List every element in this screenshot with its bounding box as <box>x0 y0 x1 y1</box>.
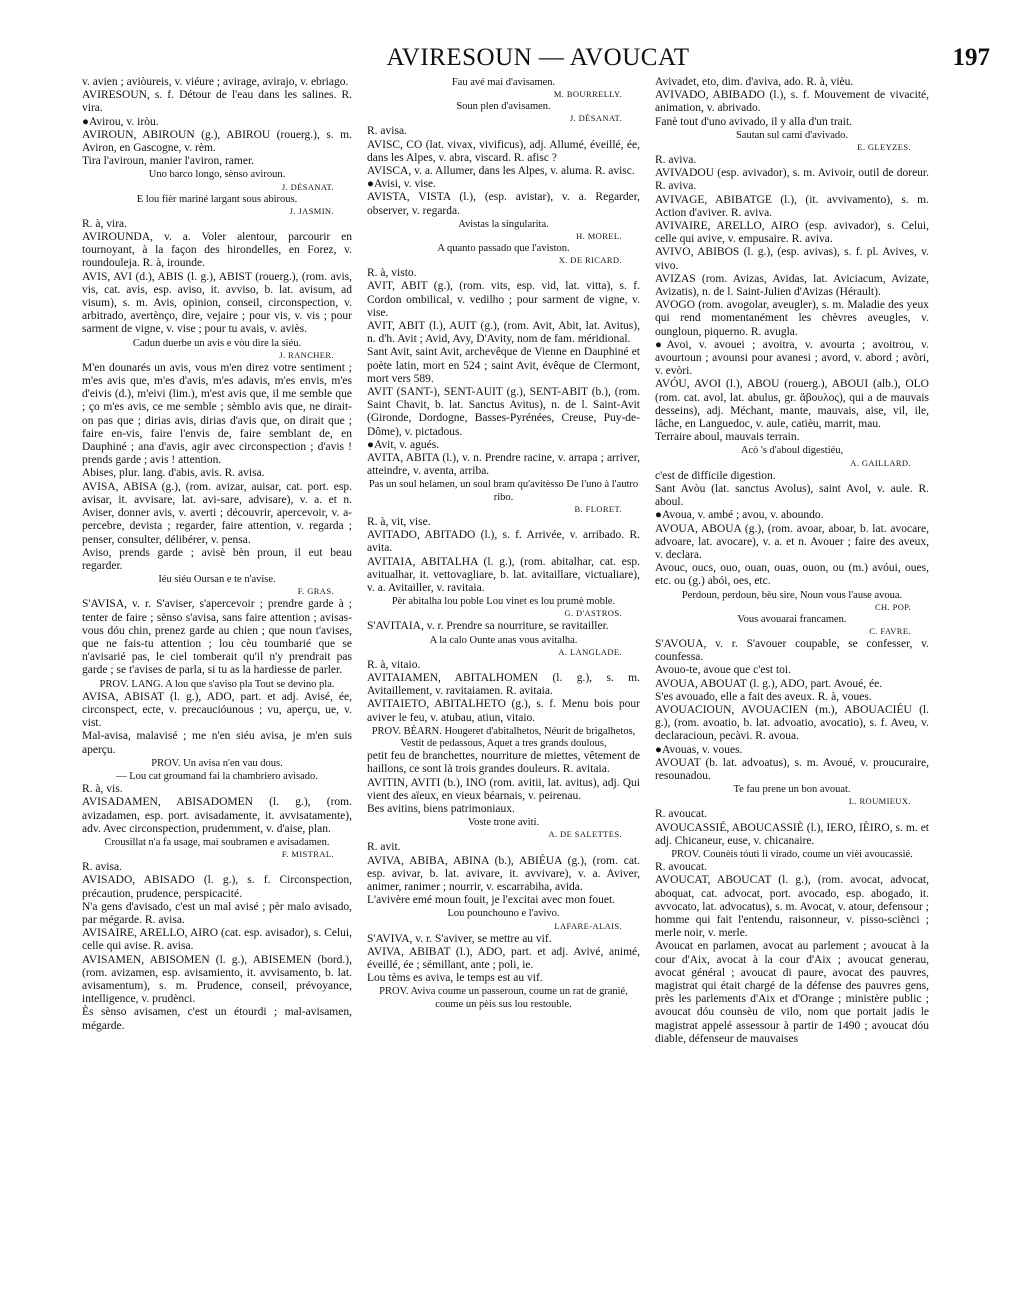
citation-quote: Avistas la singularita. <box>458 218 549 230</box>
dictionary-entry: Avouc, oucs, ouo, ouan, ouas, ouon, ou (m.) avóui, oues, etc. ou (g.) abói, oes, etc. <box>655 562 929 588</box>
citation-quote: Pèr abitalha lou poble Lou vinet es lou prumè moble. <box>391 596 616 608</box>
dictionary-entry: AVÓU, AVOI (l.), ABOU (rouerg.), ABOUI (alb.), OLO (rom. cat. avol, lat. abulus, gr. ἄβουλος), qui a de mauvais desseins), adj. Méchant, mante, mauvais, aise, vil, ile, lâche, en Languedoc, v. aule, catièu, marrit, mau. <box>655 378 929 431</box>
citation-source: M. BOURRELLY. <box>553 89 622 100</box>
dictionary-entry: Tira l'aviroun, manier l'aviron, ramer. <box>82 155 255 168</box>
citation-quote: Cadun duerbe un avis e vòu dire la siéu. <box>132 337 302 349</box>
dictionary-entry: Aviso, prends garde ; avisè bèn proun, il eut beau regarder. <box>82 546 352 572</box>
dictionary-entry: Terraire aboul, mauvais terrain. <box>655 431 800 444</box>
dictionary-entry: AVISCA, v. a. Allumer, dans les Alpes, v. aluma. R. avisc. <box>367 165 635 178</box>
dictionary-entry: AVISADO, ABISADO (l. g.), s. f. Circonspection, précaution, prudence, perspicacité. <box>82 874 352 900</box>
citation-quote: Te fau prene un bon avouat. <box>733 784 851 796</box>
dictionary-entry: AVIVAIRE, ARELLO, AIRO (esp. avivador), s. Celui, celle qui avive, v. empusaire. R. aviva. <box>655 220 929 246</box>
citation-quote: Voste trone aviti. <box>467 817 540 829</box>
citation-source: J. RANCHER. <box>279 349 334 360</box>
citation-quote: Uno barco longo, sènso aviroun. <box>148 169 286 181</box>
citation-source: LAFARE-ALAIS. <box>554 920 622 931</box>
citation-quote: Lou pounchouno e l'avivo. <box>447 908 560 920</box>
dictionary-entry: AVISAMEN, ABISOMEN (l. g.), ABISEMEN (bord.), (rom. avizamen, esp. avisamiento, it. avvisamento, b. lat. avisamentum), s. m. Prudence, conseil, prévoyance, intelligence, v. prudènci. <box>82 953 352 1006</box>
dictionary-entry: ●Avoua, v. ambé ; avou, v. aboundo. <box>655 509 824 522</box>
citation-quote: A la calo Ounte anas vous avitalha. <box>429 634 578 646</box>
dictionary-entry: Lou tèms es aviva, le temps est au vif. <box>367 972 543 985</box>
citation-quote: PROV. Counèis tóuti li virado, coume un vièi avoucassié. <box>671 848 913 860</box>
dictionary-entry: AVIVA, ABIBAT (l.), ADO, part. et adj. Avivé, animé, éveillé, ée ; sémillant, ante ; poli, ie. <box>367 945 640 971</box>
dictionary-entry: v. avien ; aviòureis, v. viéure ; avirage, avirajo, v. ebriago. <box>82 76 349 88</box>
dictionary-entry: R. à, vitaio. <box>367 658 421 671</box>
dictionary-entry: Abises, plur. lang. d'abis, avis. R. avisa. <box>82 467 265 480</box>
dictionary-entry: AVIVADOU (esp. avivador), s. m. Avivoir, outil de doreur. R. aviva. <box>655 167 929 193</box>
column-right <box>655 76 929 1301</box>
dictionary-entry: N'a gens d'avisado, c'est un mal avisé ; pèr malo avisado, par mégarde. R. avisa. <box>82 900 352 926</box>
citation-source: G. D'ASTROS. <box>564 608 622 619</box>
citation-quote: Sautan sul camí d'avivado. <box>735 129 849 141</box>
citation-quote: PROV. Un avisa n'en vau dous. <box>151 757 283 769</box>
dictionary-entry: R. avit. <box>367 841 401 854</box>
dictionary-entry: R. avisa. <box>367 125 407 138</box>
citation-quote: Iéu siéu Oursan e te n'avise. <box>158 574 276 586</box>
citation-quote: PROV. LANG. A lou que s'aviso pla Tout se devino pla. <box>99 678 335 690</box>
citation-source: A. DE SALETTES. <box>548 829 622 840</box>
dictionary-entry: AVIS, AVI (d.), ABIS (l. g.), ABIST (rouerg.), (rom. avis, vis, cat. avis, esp. aviso, it. avviso, b. lat. avisum, ad visum), s. m. Avis, opinion, conseil, circonspection, v. arbitrado, avertènço, dire, vejaire ; pour vis, v. vis ; pour sarment de vigne, v. vise ; pour tu avais, v. aviès. <box>82 270 352 336</box>
dictionary-entry: Avouo-te, avoue que c'est toi. <box>655 664 791 677</box>
citation-quote: PROV. Aviva coume un passeroun, coume un rat de granié, coume un pèis sus lou restouble. <box>379 986 628 1010</box>
dictionary-entry: R. avoucat. <box>655 808 708 821</box>
citation-quote: Fau avé mai d'avisamen. <box>451 77 556 88</box>
dictionary-entry: S'AVITAIA, v. r. Prendre sa nourriture, se ravitailler. <box>367 620 609 633</box>
dictionary-entry: AVISA, ABISA (g.), (rom. avizar, auisar, cat. port. esp. avisar, it. avvisare, lat. avi-sare, advisare), v. a. et n. Aviser, donner avis, v. averti ; découvrir, apercevoir, v. a-percebre, devista ; regarder, faire attention, v. regarda ; penser, consulter, délibérer, v. pensa. <box>82 480 352 546</box>
dictionary-entry: AVITAIAMEN, ABITALHOMEN (l. g.), s. m. Avitaillement, v. ravitaiamen. R. avitaia. <box>367 671 640 698</box>
columns <box>82 76 994 1301</box>
dictionary-entry: AVIROUNDA, v. a. Voler alentour, parcourir en tournoyant, à la façon des hirondelles, en Forez, v. roundouleja. R. à, irounde. <box>82 231 352 270</box>
dictionary-entry: Sant Avòu (lat. sanctus Avolus), saint Avol, v. aule. R. aboul. <box>655 482 929 509</box>
dictionary-entry: S'es avouado, elle a fait des aveux. R. à, voues. <box>655 690 872 703</box>
citation-source: B. FLORET. <box>574 503 622 514</box>
page-number: 197 <box>952 44 990 71</box>
dictionary-entry: R. à, vis. <box>82 783 123 796</box>
dictionary-entry: AVITAIA, ABITALHA (l. g.), (rom. abitalhar, cat. esp. avitualhar, it. vettovagliare, b. lat. avitaillare, victualiare), v. a. Avitailler, v. ravitaia. <box>367 555 640 594</box>
dictionary-entry: ●Avit, v. agués. <box>367 438 440 451</box>
dictionary-entry: R. avisa. <box>82 861 122 874</box>
citation-quote: PROV. BÉARN. Hougeret d'abitalhetos, Néurit de brigalhetos, Vestit de pedassous, Aquet a tres grands doulous, <box>371 725 636 749</box>
dictionary-entry: AVITAIETO, ABITALHETO (g.), s. f. Menu bois pour aviver le feu, v. atubau, atiun, vitaio. <box>367 698 640 724</box>
dictionary-entry: AVOUAT (b. lat. advoatus), s. m. Avoué, v. proucuraire, resounadou. <box>655 756 929 782</box>
dictionary-entry: AVIT, ABIT (g.), (rom. vits, esp. vid, lat. vitta), s. f. Cordon ombilical, v. vedilho ; pour sarment de vigne, v. vise. <box>367 280 640 319</box>
citation-source: F. MISTRAL. <box>281 849 334 860</box>
dictionary-entry: AVIVA, ABIBA, ABINA (b.), ABIÉUA (g.), (rom. cat. esp. avivar, b. lat. avivare, it. avvivare), v. a. Aviver, animer, ranimer ; nourrir, v. escarrabiha, avida. <box>367 854 640 893</box>
dictionary-entry: AVOUACIOUN, AVOUACIEN (m.), ABOUACIÉU (l. g.), (rom. avoatio, b. lat. advoatio, avocatio), s. f. Aveu, v. declaracioun, pecàvi. R. avoua. <box>655 703 929 743</box>
citation-source: J. JASMIN. <box>289 205 334 216</box>
dictionary-entry: Avivadet, eto, dim. d'aviva, ado. R. à, vièu. <box>655 76 854 88</box>
citation-source: F. GRAS. <box>297 586 334 597</box>
dictionary-entry: AVOUA, ABOUAT (l. g.), ADO, part. Avoué, ée. <box>655 677 883 690</box>
citation-source: H. MOREL. <box>576 231 622 242</box>
dictionary-entry: AVIT (SANT-), SENT-AUIT (g.), SENT-ABIT (b.), (rom. Saint Chavit, b. lat. Sanctus Avitus), n. de l. Saint-Avit (Gironde, Dordogne, Basses-Pyrénées, Creuse, Puy-de-Dôme), v. pictadous. <box>367 386 640 438</box>
dictionary-entry: R. à, vira. <box>82 217 128 230</box>
dictionary-entry: AVIROUN, ABIROUN (g.), ABIROU (rouerg.), s. m. Aviron, en Gascogne, v. rèm. <box>82 128 352 155</box>
column-left <box>82 76 352 1301</box>
dictionary-entry: ●Avoi, v. avouei ; avoitra, v. avourta ; avoitrou, v. avourtoun ; avounsi pour avanesi ; avord, v. abord ; avòri, v. evòri. <box>655 338 929 378</box>
dictionary-entry: R. à, visto. <box>367 267 417 280</box>
dictionary-entry: AVIZAS (rom. Avizas, Avidas, lat. Aviciacum, Avizate, Avizatis), n. de l. Saint-Julien d'Avizas (Hérault). <box>655 272 929 299</box>
dictionary-entry: AVIRESOUN, s. f. Détour de l'eau dans les salines. R. vira. <box>82 89 352 115</box>
dictionary-entry: AVISAIRE, ARELLO, AIRO (cat. esp. avisador), s. Celui, celle qui avise. R. avisa. <box>82 927 352 953</box>
citation-source: C. FAVRE. <box>869 625 911 636</box>
dictionary-entry: AVOUCAT, ABOUCAT (l. g.), (rom. avocat, advocat, aboquat, cat. advocat, port. avocado, esp. abogado, it. avvocato, lat. advocatus), s. m. Avocat, v. atour, defensour ; homme qui fait l'entendu, raisonneur, v. pisso-sciènci ; merle noir, v. merle. <box>655 874 929 940</box>
dictionary-entry: Sant Avit, saint Avit, archevêque de Vienne en Dauphiné et poète latin, mort en 524 ; saint Avit, évêque de Clermont, mort vers 589. <box>367 346 640 385</box>
dictionary-entry: S'AVIVA, v. r. S'aviver, se mettre au vif. <box>367 932 552 945</box>
dictionary-entry: Mal-avisa, malavisé ; me n'en siéu avisa, je m'en suis aperçu. <box>82 730 352 756</box>
dictionary-entry: AVIT, ABIT (l.), AUIT (g.), (rom. Avit, Abit, lat. Avitus), n. d'h. Avit ; Avid, Avy, D'Avity, nom de fam. méridional. <box>367 320 640 346</box>
running-head <box>82 36 994 76</box>
citation-source: J. DÉSANAT. <box>569 113 622 124</box>
dictionary-entry: S'AVISA, v. r. S'aviser, s'apercevoir ; prendre garde à ; tenter de faire ; sènso s'avisa, sans faire attention ; avisas-vous dóu chin, prenez garde au chien ; que noun t'avises, que ne fais-tu attention ; lou cèu toumbarié que se n'avisarié pas, le ciel tomberait qu'il n'y prendrait pas garde ; se t'avises de parla, si tu as la hardiesse de parler. <box>82 598 352 677</box>
citation-quote: — Lou cat groumand fai la chambriero avisado. <box>116 770 318 782</box>
citation-source: J. DÉSANAT. <box>281 181 334 192</box>
dictionary-entry: AVISADAMEN, ABISADOMEN (l. g.), (rom. avizadamen, esp. port. avisadamente, it. avvisatamente), adv. Avec circonspection, prudemment, v. d'aise, plan. <box>82 796 352 835</box>
column-middle <box>367 76 640 1301</box>
dictionary-entry: AVISTA, VISTA (l.), (esp. avistar), v. a. Regarder, observer, v. regarda. <box>367 191 640 217</box>
dictionary-entry: AVITA, ABITA (l.), v. n. Prendre racine, v. arrapa ; arriver, atteindre, v. aventa, arriba. <box>367 452 640 478</box>
dictionary-entry: AVIVAGE, ABIBATGE (l.), (it. avvivamento), s. m. Action d'aviver. R. aviva. <box>655 193 929 219</box>
dictionary-entry: petit feu de branchettes, nourriture de miettes, vêtement de haillons, ce sont là trois grandes douleurs. R. avitaia. <box>367 750 640 776</box>
dictionary-entry: Fanè tout d'uno avivado, il y alla d'un trait. <box>655 115 853 128</box>
dictionary-entry: R. à, vit, vise. <box>367 515 431 528</box>
dictionary-entry: AVOUCASSIÉ, ABOUCASSIÈ (l.), IERO, IÈIRO, s. m. et adj. Chicaneur, euse, v. chicanaire. <box>655 821 929 847</box>
citation-source: CH. POP. <box>874 601 911 612</box>
citation-source: L. ROUMIEUX. <box>848 796 911 807</box>
dictionary-entry: M'en dounarés un avis, vous m'en direz votre sentiment ; m'es avis que, m'es d'avis, m'es adavis, m'es envis, m'es d'eivis (d.), m'eivi (lim.), m'est avis que, il me semble que ; ço m'es avis, ce me semble ; sèmblo avis que, ne dirait-on pas que ; dirias avis, dirias d'avis que, on dirait que ; faire en-vis, faire l'envis de, faire semblant de, en Dauphiné ; ana d'avis, agir avec circonspection ; d'avis ! prends garde ; avis ! attention. <box>82 361 352 467</box>
running-title: AVIRESOUN — AVOUCAT <box>386 44 690 71</box>
dictionary-entry: c'est de difficile digestion. <box>655 469 776 482</box>
dictionary-entry: R. aviva. <box>655 154 697 167</box>
citation-quote: Vous avouarai francamen. <box>737 613 847 625</box>
dictionary-entry: S'AVOUA, v. r. S'avouer coupable, se confesser, v. counfessa. <box>655 637 929 664</box>
citation-quote: Perdoun, perdoun, bèu sire, Noun vous l'ause avoua. <box>681 589 903 601</box>
citation-source: A. LANGLADE. <box>558 646 622 657</box>
citation-source: E. GLEYZES. <box>857 142 911 153</box>
dictionary-entry: AVOUA, ABOUA (g.), (rom. avoar, aboar, b. lat. avocare, advoare, lat. avocare), v. a. et n. Avouer ; faire des aveux, v. declara. <box>655 522 929 561</box>
dictionary-entry: ●Avirou, v. iròu. <box>82 115 159 128</box>
dictionary-entry: ●Avisi, v. vise. <box>367 178 436 191</box>
citation-quote: Pas un soul helamen, un soul bram qu'avitèsso De l'uno à l'autro ribo. <box>368 479 639 503</box>
dictionary-entry: Bes avitins, biens patrimoniaux. <box>367 802 515 815</box>
dictionary-entry: AVITADO, ABITADO (l.), s. f. Arrivée, v. arribado. R. avita. <box>367 529 640 555</box>
citation-source: X. DE RICARD. <box>558 255 622 266</box>
dictionary-entry: Ès sènso avisamen, c'est un étourdi ; mal-avisamen, mégarde. <box>82 1006 352 1032</box>
dictionary-entry: R. avoucat. <box>655 861 708 874</box>
dictionary-entry: ●Avouas, v. voues. <box>655 743 743 756</box>
dictionary-entry: AVIVADO, ABIBADO (l.), s. f. Mouvement de vivacité, animation, v. abrivado. <box>655 89 929 115</box>
citation-quote: E lou fièr mariné largant sous abirous. <box>136 193 298 205</box>
dictionary-entry: AVISA, ABISAT (l. g.), ADO, part. et adj. Avisé, ée, circonspect, ecte, v. precaucióunous ; vu, aperçu, ue, v. vist. <box>82 690 352 730</box>
citation-quote: Soun plen d'avisamen. <box>456 101 551 113</box>
citation-source: A. GAILLARD. <box>850 457 911 468</box>
dictionary-entry: AVISC, CO (lat. vivax, vivificus), adj. Allumé, éveillé, ée, dans les Alpes, v. abra, viscard. R. afisc ? <box>367 138 640 164</box>
dictionary-entry: Avoucat en parlamen, avocat au parlement ; avoucat à la cour d'Aix, avocat à la cour d'Aix ; avoucat generau, avocat général ; avoucat di paure, avocat des pauvres, magistrat qui était chargé de la défense des pauvres gens, près les parlements d'Aix et d'Orange ; ministère public ; avoucat dóu counsèu de vilo, nom que portait jadis le magistrat appelé assessour à partir de 1490 ; avoucat dóu diable, défenseur de mauvaises <box>655 940 929 1045</box>
dictionary-entry: AVITIN, AVITI (b.), INO (rom. avitii, lat. avitus), adj. Qui vient des aïeux, en vieux béarnais, v. peirenau. <box>367 776 640 802</box>
dictionary-entry: AVOGO (rom. avogolar, aveugler), s. m. Maladie des yeux qui rend momentanément les chèvres aveugles, v. oungloun, piquerno. R. avugla. <box>655 299 929 338</box>
dictionary-entry: L'avivère emé moun fouit, je l'excitai avec mon fouet. <box>367 894 616 907</box>
citation-quote: Crousillat n'a fa usage, mai soubramen e avisadamen. <box>104 836 330 848</box>
citation-quote: Acò 's d'aboul digestiéu, <box>740 445 844 457</box>
citation-quote: A quanto passado que l'aviston. <box>437 243 570 255</box>
dictionary-entry: AVIVO, ABIBOS (l. g.), (esp. avivas), s. f. pl. Avives, v. vivo. <box>655 246 929 272</box>
